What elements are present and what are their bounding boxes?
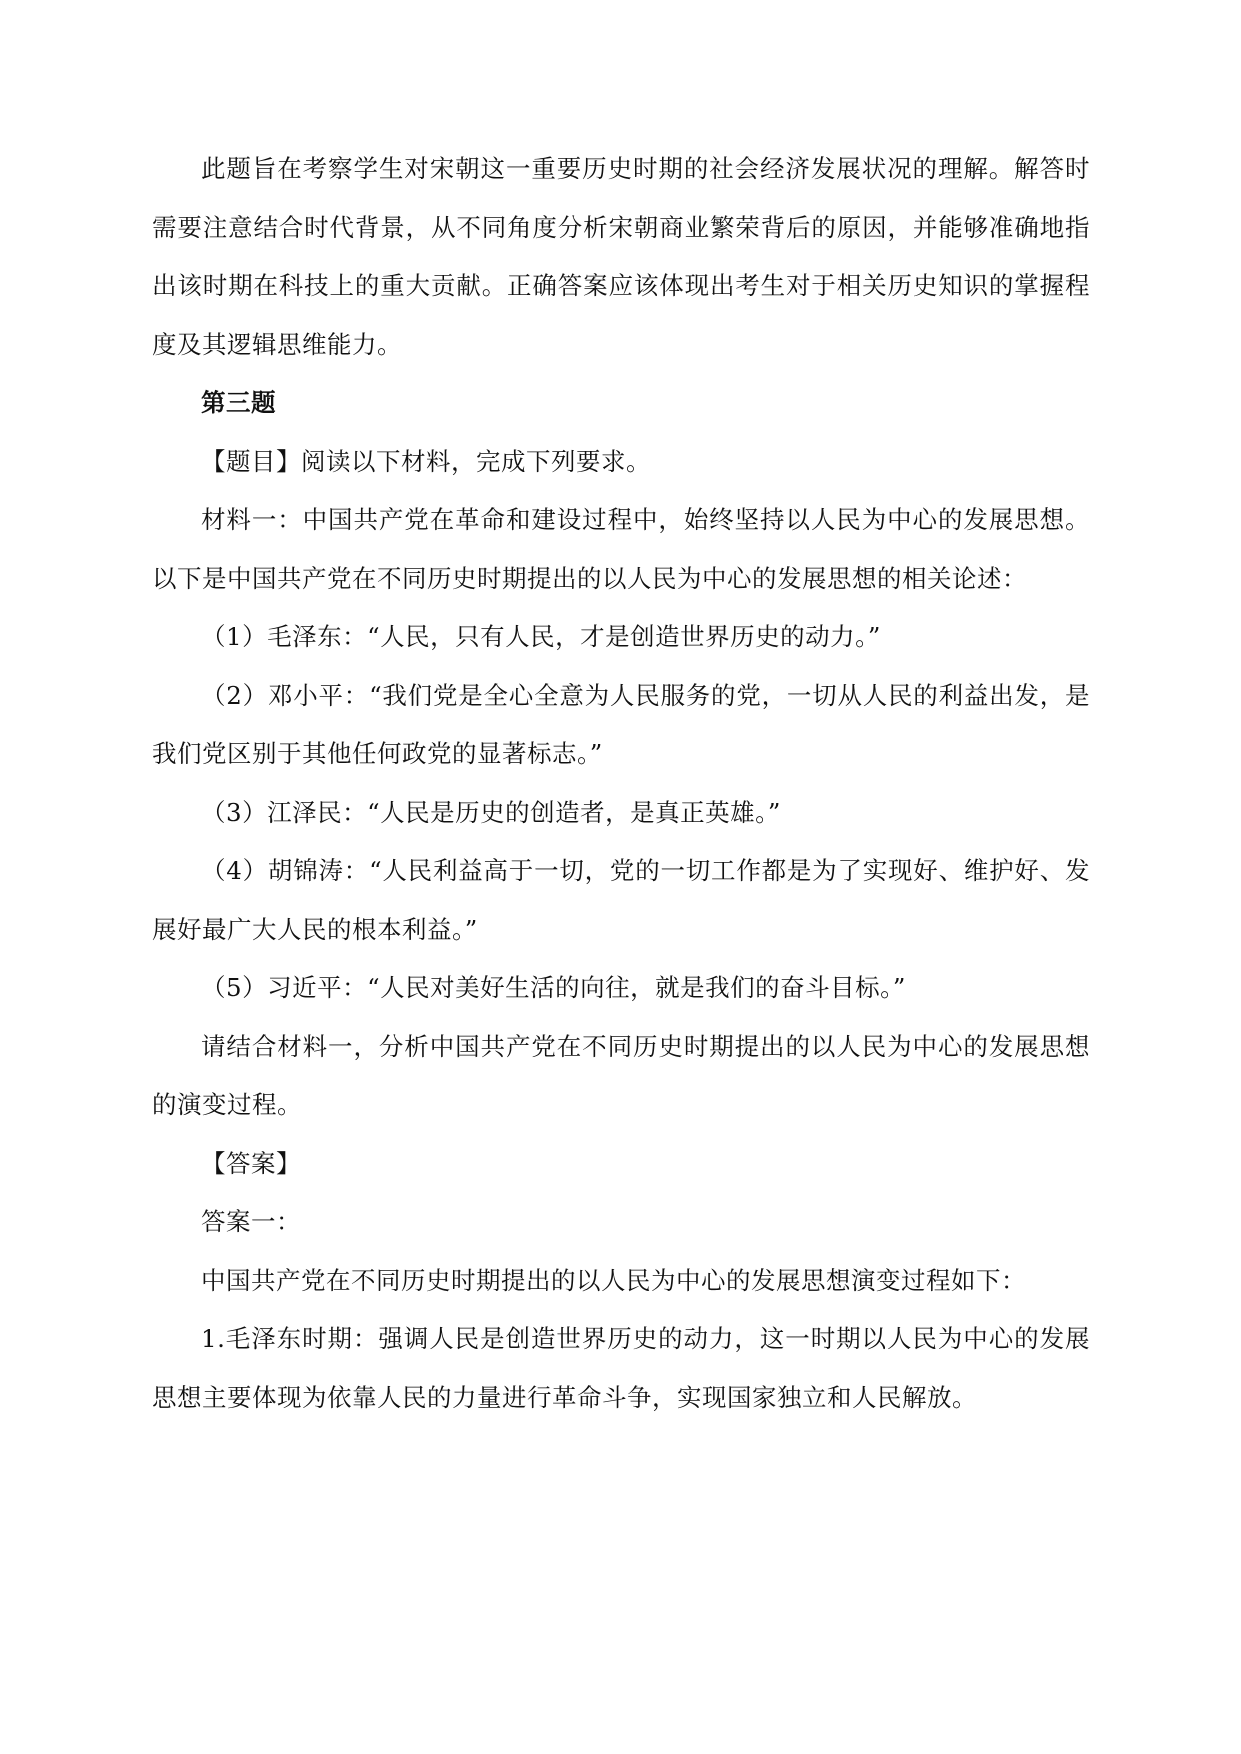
answer-intro: 中国共产党在不同历史时期提出的以人民为中心的发展思想演变过程如下： xyxy=(201,1265,1026,1295)
material-one-paragraph: 材料一：中国共产党在革命和建设过程中，始终坚持以人民为中心的发展思想。以下是中国共产党在不同历史时期提出的以人民为中心的发展思想的相关论述： xyxy=(152,505,1090,593)
analysis-paragraph: 此题旨在考察学生对宋朝这一重要历史时期的社会经济发展状况的理解。解答时需要注意结合时代背景，从不同角度分析宋朝商业繁荣背后的原因，并能够准确地指出该时期在科技上的重大贡献。正确答案应该体现出考生对于相关历史知识的掌握程度及其逻辑思维能力。 xyxy=(152,154,1090,359)
quote-jiang-zemin: （3）江泽民：“人民是历史的创造者，是真正英雄。” xyxy=(201,797,781,827)
quote-deng-xiaoping: （2）邓小平：“我们党是全心全意为人民服务的党，一切从人民的利益出发，是我们党区别于其他任何政党的显著标志。” xyxy=(152,680,1090,768)
quote-xi-jinping: （5）习近平：“人民对美好生活的向往，就是我们的奋斗目标。” xyxy=(201,973,906,1002)
question-requirement: 请结合材料一，分析中国共产党在不同历史时期提出的以人民为中心的发展思想的演变过程。 xyxy=(152,1031,1090,1119)
quote-mao-zedong: （1）毛泽东：“人民，只有人民，才是创造世界历史的动力。” xyxy=(201,622,881,651)
document-body xyxy=(152,140,1090,1427)
answer-one-label: 答案一： xyxy=(201,1207,301,1236)
question-prompt: 【题目】阅读以下材料，完成下列要求。 xyxy=(201,446,651,476)
question-three-heading: 第三题 xyxy=(201,388,276,417)
answer-point-one: 1.毛泽东时期：强调人民是创造世界历史的动力，这一时期以人民为中心的发展思想主要体现为依靠人民的力量进行革命斗争，实现国家独立和人民解放。 xyxy=(152,1324,1090,1412)
answer-label: 【答案】 xyxy=(201,1148,301,1178)
quote-hu-jintao: （4）胡锦涛：“人民利益高于一切，党的一切工作都是为了实现好、维护好、发展好最广大人民的根本利益。” xyxy=(152,856,1090,944)
